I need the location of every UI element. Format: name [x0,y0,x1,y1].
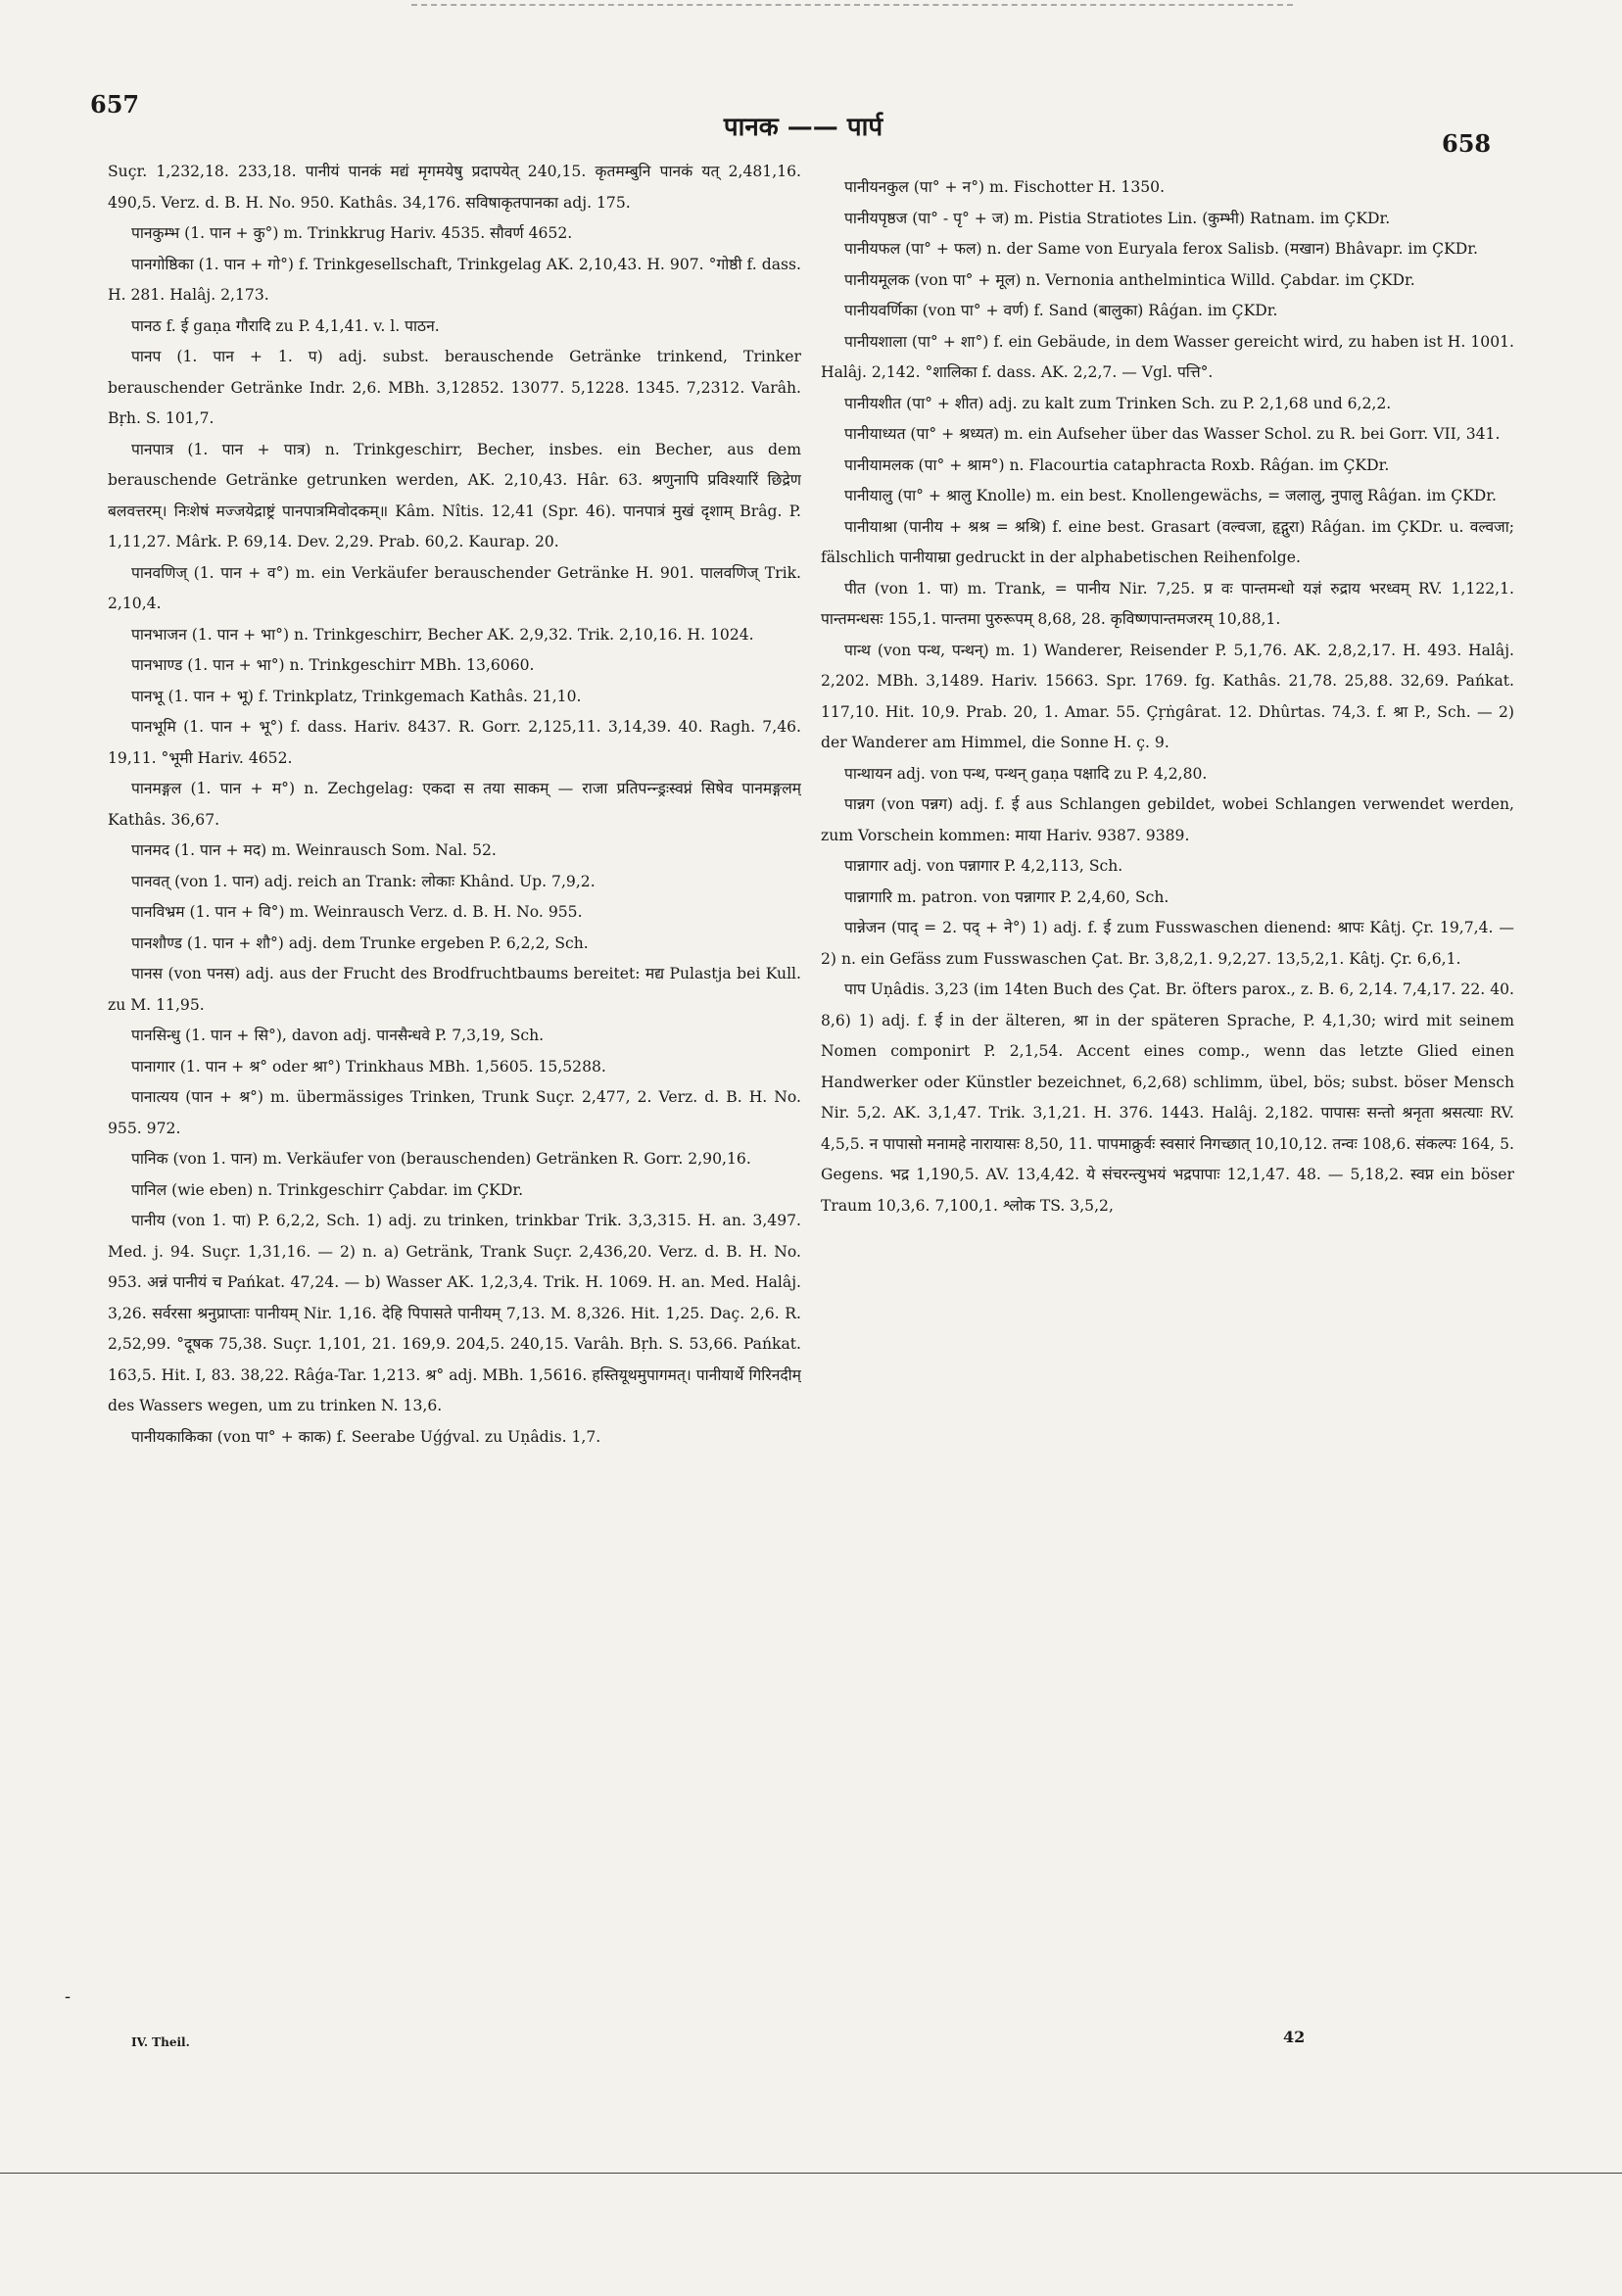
page-number-right: 658 [1442,129,1492,158]
volume-note: IV. Theil. [131,2035,190,2049]
running-headwords: पानक —— पार्प [723,113,883,142]
entry: पानीय (von 1. पा) P. 6,2,2, Sch. 1) adj. zu trinken, trinkbar Trik. 3,3,315. H. an. 3,497. Med. j. 94. Suçr. 1,31,16. — 2) n. a) Getränk, Trank Suçr. 2,436,20. Verz. d. B. H. No. 953. अन्नं पानीयं च Pańkat. 47,24. — b) Wasser AK. 1,2,3,4. Trik. H. 1069. H. an. Med. Halâj. 3,26. सर्वरसा श्रनुप्राप्ताः पानीयम् Nir. 1,16. देहि पिपासते पानीयम् 7,13. M. 8,326. Hit. 1,25. Daç. 2,6. R. 2,52,99. °दूषक 75,38. Suçr. 1,101, 21. 169,9. 204,5. 240,15. Varâh. Bṛh. S. 53,66. Pańkat. 163,5. Hit. I, 83. 38,22. Râǵa-Tar. 1,213. श्र° adj. MBh. 1,5616. हस्तियूथमुपागमत्। पानीयार्थे गिरिनदीम् des Wassers wegen, um zu trinken N. 13,6. [108,1212,801,1414]
entry: पानगोष्ठिका (1. पान + गो°) f. Trinkgesellschaft, Trinkgelag AK. 2,10,43. H. 907. °गोष्ठी f. dass. H. 281. Halâj. 2,173. [108,255,801,304]
entry: पानीयपृष्ठज (पा° - पृ° + ज) m. Pistia Stratiotes Lin. (कुम्भी) Ratnam. im ÇKDr. [844,209,1391,227]
entry: पानपात्र (1. पान + पात्र) n. Trinkgeschirr, Becher, insbes. ein Becher, aus dem berauschende Getränke getrunken werden, AK. 2,10,43. Hâr. 63. श्रणुनापि प्रविश्यारिं छिद्रेण बलवत्तरम्। निःशेषं मज्जयेद्राष्ट्रं पानपात्रमिवोदकम्॥ Kâm. Nîtis. 12,41 (Spr. 46). पानपात्रं मुखं दृशाम् Brâg. P. 1,11,27. Mârk. P. 69,14. Dev. 2,29. Prab. 60,2. Kaurap. 20. [108,440,801,550]
entry: पानीयनकुल (पा° + न°) m. Fischotter H. 1350. [844,178,1166,196]
entry: पानीयालु (पा° + श्रालु Knolle) m. ein best. Knollengewächs, = जलालु, नुपालु Râǵan. im ÇKDr. [844,487,1497,504]
entry: पान्नग (von पन्नग) adj. f. ई aus Schlangen gebildet, wobei Schlangen verwendet werden, zum Vorschein kommen: माया Hariv. 9387. 9389. [821,795,1514,844]
entry: Suçr. 1,232,18. 233,18. पानीयं पानकं मद्यं मृगमयेषु प्रदापयेत् 240,15. कृतमम्बुनि पानकं यत् 2,481,16. 490,5. Verz. d. B. H. No. 950. Kathâs. 34,176. सविषाकृतपानका adj. 175. [108,163,801,212]
entry: पान्नागार adj. von पन्नागार P. 4,2,113, Sch. [844,857,1123,875]
entry: पाप Uṇâdis. 3,23 (im 14ten Buch des Çat. Br. öfters parox., z. B. 6, 2,14. 7,4,17. 22. 40. 8,6) 1) adj. f. ई in der älteren, श्रा in der späteren Sprache, P. 4,1,30; wird mit seinem Nomen componirt P. 2,1,54. Accent eines comp., wenn das letzte Glied einen Handwerker oder Künstler bezeichnet, 6,2,68) schlimm, übel, bös; subst. böser Mensch Nir. 5,2. AK. 3,1,47. Trik. 3,1,21. H. 376. 1443. Halâj. 2,182. पापासः सन्तो श्रनृता श्रसत्याः RV. 4,5,5. न पापासो मनामहे नारायासः 8,50, 11. पापमाक्रुर्वः स्वसारं निगच्छात् 10,10,12. तन्वः 108,6. संकल्पः 164, 5. Gegens. भद्र 1,190,5. AV. 13,4,42. ये संचरन्त्युभयं भद्रपापाः 12,1,47. 48. — 5,18,2. स्वप्न ein böser Traum 10,3,6. 7,100,1. श्लोक TS. 3,5,2, [821,981,1514,1215]
entry: पानवणिज् (1. पान + व°) m. ein Verkäufer berauschender Getränke H. 901. पालवणिज् Trik. 2,10,4. [108,563,801,612]
entry: पीत (von 1. पा) m. Trank, = पानीय Nir. 7,25. प्र वः पान्तमन्धो यज्ञं रुद्राय भरध्वम् RV. 1,122,1. पान्तमन्धसः 155,1. पान्तमा पुरुरूपम् 8,68, 28. कृविष्णपान्तमजरम् 10,88,1. [821,579,1514,628]
entry: पानभूमि (1. पान + भू°) f. dass. Hariv. 8437. R. Gorr. 2,125,11. 3,14,39. 40. Ragh. 7,46. 19,11. °भूमी Hariv. 4652. [108,718,801,767]
signature-mark: 42 [1283,2028,1306,2046]
page-number-left: 657 [90,90,140,119]
entry: पान्नागारि m. patron. von पन्नागार P. 2,4,60, Sch. [844,887,1169,906]
entry: पानसिन्धु (1. पान + सि°), davon adj. पानसैन्धवे P. 7,3,19, Sch. [131,1027,545,1044]
entry: पानशौण्ड (1. पान + शौ°) adj. dem Trunke ergeben P. 6,2,2, Sch. [131,933,589,952]
entry: पानीयवर्णिका (von पा° + वर्ण) f. Sand (बालुका) Râǵan. im ÇKDr. [844,302,1278,319]
entry: पान्नेजन (पाद् = 2. पद् + ने°) 1) adj. f. ई zum Fusswaschen dienend: श्रापः Kâtj. Çr. 19,7,4. — 2) n. ein Gefäss zum Fusswaschen Çat. Br. 3,8,2,1. 9,2,27. 13,5,2,1. Kâtj. Çr. 6,6,1. [821,919,1514,968]
entry: पानमङ्गल (1. पान + म°) n. Zechgelag: एकदा स तया साकम् — राजा प्रतिपन्न्ड्रःस्वप्नं सिषेव पानमङ्गलम् Kathâs. 36,67. [108,780,801,829]
entry: पानवत् (von 1. पान) adj. reich an Trank: लोकाः Khând. Up. 7,9,2. [131,872,596,890]
right-column [821,172,1514,2024]
entry: पानीयमूलक (von पा° + मूल) n. Vernonia anthelmintica Willd. Çabdar. im ÇKDr. [844,270,1415,289]
entry: पानभाजन (1. पान + भा°) n. Trinkgeschirr, Becher AK. 2,9,32. Trik. 2,10,16. H. 1024. [131,625,754,644]
margin-mark: - [65,1986,72,2007]
entry: पानीयामलक (पा° + श्राम°) n. Flacourtia cataphracta Roxb. Râǵan. im ÇKDr. [844,455,1390,474]
entry: पानागार (1. पान + श्र° oder श्रा°) Trinkhaus MBh. 1,5605. 15,5288. [131,1057,606,1076]
entry: पानकुम्भ (1. पान + कु°) m. Trinkkrug Hariv. 4535. सौवर्ण 4652. [131,224,573,242]
entry: पानीयफल (पा° + फल) n. der Same von Euryala ferox Salisb. (मखान) Bhâvapr. im ÇKDr. [844,240,1478,258]
scan-artifact-line [411,4,1293,6]
entry: पानिल (wie eben) n. Trinkgeschirr Çabdar. im ÇKDr. [131,1180,524,1199]
entry: पानात्यय (पान + श्र°) m. übermässiges Trinken, Trunk Suçr. 2,477, 2. Verz. d. B. H. No. 955. 972. [108,1088,801,1137]
entry: पानविभ्रम (1. पान + वि°) m. Weinrausch Verz. d. B. H. No. 955. [131,903,583,921]
left-column [108,157,801,2008]
entry: पानीयशाला (पा° + शा°) f. ein Gebäude, in dem Wasser gereicht wird, zu haben ist H. 1001. Halâj. 2,142. °शालिका f. dass. AK. 2,2,7. — Vgl. पत्ति°. [821,332,1514,381]
entry: पान्थ (von पन्थ, पन्थन्) m. 1) Wanderer, Reisender P. 5,1,76. AK. 2,8,2,17. H. 493. Halâj. 2,202. MBh. 3,1489. Hariv. 15663. Spr. 1769. fg. Kathâs. 21,78. 25,88. 32,69. Pańkat. 117,10. Hit. 10,9. Prab. 20, 1. Amar. 55. Çṛṅgârat. 12. Dhûrtas. 74,3. f. श्रा P., Sch. — 2) der Wanderer am Himmel, die Sonne H. ç. 9. [821,641,1514,751]
entry: पानभू (1. पान + भू) f. Trinkplatz, Trinkgemach Kathâs. 21,10. [131,687,582,705]
entry: पानमद (1. पान + मद) m. Weinrausch Som. Nal. 52. [131,841,497,859]
entry: पानभाण्ड (1. पान + भा°) n. Trinkgeschirr MBh. 13,6060. [131,656,535,674]
entry: पानिक (von 1. पान) m. Verkäufer von (berauschenden) Getränken R. Gorr. 2,90,16. [131,1150,751,1168]
entry: पानीयाध्यत (पा° + श्रध्यत) m. ein Aufseher über das Wasser Schol. zu R. bei Gorr. VII, 341. [844,425,1501,443]
bottom-rule [0,2173,1622,2174]
entry: पानप (1. पान + 1. प) adj. subst. berauschende Getränke trinkend, Trinker berauschender Getränke Indr. 2,6. MBh. 3,12852. 13077. 5,1228. 1345. 7,2312. Varâh. Bṛh. S. 101,7. [108,348,801,427]
entry: पानीयकाकिका (von पा° + काक) f. Seerabe Uǵǵval. zu Uṇâdis. 1,7. [131,1427,601,1446]
entry: पानीयशीत (पा° + शीत) adj. zu kalt zum Trinken Sch. zu P. 2,1,68 und 6,2,2. [844,394,1392,412]
entry: पानीयाश्रा (पानीय + श्रश्र = श्रश्रि) f. eine best. Grasart (वल्वजा, हृद्गुरा) Râǵan. im ÇKDr. u. वल्वजा; fälschlich पानीयाम्रा gedruckt in der alphabetischen Reihenfolge. [821,517,1514,566]
entry: पानठ f. ई gaṇa गौरादि zu P. 4,1,41. v. l. पाठन. [131,316,440,335]
entry: पान्थायन adj. von पन्थ, पन्थन् gaṇa पक्षादि zu P. 4,2,80. [844,764,1208,783]
entry: पानस (von पनस) adj. aus der Frucht des Brodfruchtbaums bereitet: मद्य Pulastja bei Kull. zu M. 11,95. [108,965,801,1014]
